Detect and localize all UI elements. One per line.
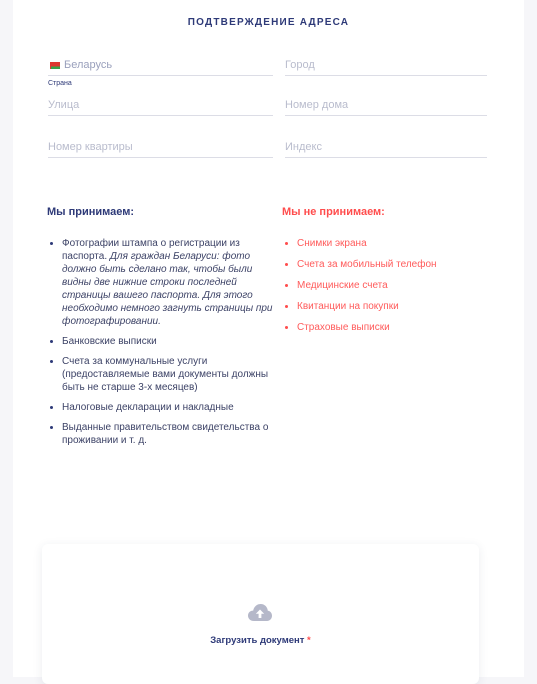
list-item: Выданные правительством свидетельства о проживании и т. д. [48, 421, 273, 447]
street-input[interactable] [48, 99, 273, 111]
upload-label[interactable]: Загрузить документ * [210, 635, 311, 646]
country-select[interactable] [48, 55, 273, 76]
form-title: ПОДТВЕРЖДЕНИЕ АДРЕСА [187, 17, 350, 28]
city-field[interactable] [285, 55, 487, 76]
postal-input[interactable] [285, 141, 487, 153]
list-item: Банковские выписки [48, 335, 273, 348]
accepted-list [48, 237, 273, 454]
list-item: Снимки экрана [283, 237, 498, 250]
city-input[interactable] [285, 59, 487, 71]
required-mark: * [307, 635, 311, 646]
apartment-field[interactable] [48, 137, 273, 158]
list-item: Фотографии штампа о регистрации из паспорта. Для граждан Беларуси: фото должно быть сделано так, чтобы были видны две нижние строки последней страницы вашего паспорта. Для этого необходимо немного загнуть страницы при фотографировании. [48, 237, 273, 328]
list-item: Счета за коммунальные услуги (предоставляемые вами документы должны быть не старше 3-х месяцев) [48, 355, 273, 394]
rejected-title: Мы не принимаем: [282, 206, 385, 218]
upload-dropzone[interactable] [42, 544, 479, 684]
postal-field[interactable] [285, 137, 487, 158]
list-item: Квитанции на покупки [283, 300, 498, 313]
street-field[interactable] [48, 95, 273, 116]
belarus-flag-icon [48, 62, 60, 69]
house-field[interactable] [285, 95, 487, 116]
country-value: Беларусь [64, 59, 113, 71]
list-item: Медицинские счета [283, 279, 498, 292]
apartment-input[interactable] [48, 141, 273, 153]
list-item: Налоговые декларации и накладные [48, 401, 273, 414]
accepted-title: Мы принимаем: [47, 206, 135, 218]
list-item: Страховые выписки [283, 321, 498, 334]
rejected-list [283, 237, 498, 342]
cloud-upload-icon [247, 602, 273, 624]
list-item: Счета за мобильный телефон [283, 258, 498, 271]
house-input[interactable] [285, 99, 487, 111]
country-label: Страна [48, 80, 72, 87]
